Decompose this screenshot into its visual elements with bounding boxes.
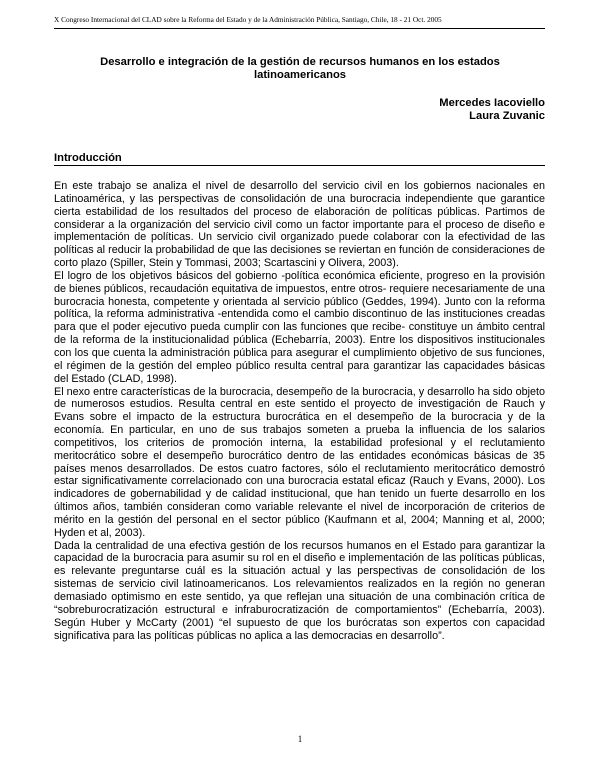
page-number: 1 (297, 734, 303, 744)
author-name: Mercedes Iacoviello (439, 97, 545, 109)
title-line-2: latinoamericanos (253, 69, 347, 81)
header-rule (54, 28, 545, 29)
paragraph: En este trabajo se analiza el nivel de desarrollo del servicio civil en los gobiernos nacionales en Latinoamérica, y las perspectivas de consolidación de una burocracia independiente que garantice cierta estabilidad de los resultados del proceso de elaboración de políticas públicas. Partimos de considerar a la organización del servicio civil como un factor importante para el proceso de diseño e implementación de políticas. Un servicio civil organizado puede colaborar con la efectividad de las políticas al reducir la probabilidad de que las decisiones se reviertan en función de consideraciones de corto plazo (Spiller, Stein y Tommasi, 2003; Scartascini y Olivera, 2003). (54, 180, 545, 270)
running-header: X Congreso Internacional del CLAD sobre la Reforma del Estado y de la Administración Pública, Santiago, Chile, 18 - 21 Oct. 2005 (54, 15, 442, 24)
authors (439, 97, 545, 123)
paragraph: El logro de los objetivos básicos del gobierno -política económica eficiente, progreso en la provisión de bienes públicos, recaudación equitativa de impuestos, entre otros- requiere necesariamente de una burocracia honesta, competente y orientada al servicio público (Geddes, 1994). Junto con la reforma política, la reforma administrativa -entendida como el cambio discontinuo de las instituciones creadas para que el poder ejecutivo pueda cumplir con las funciones que recibe- constituye un ámbito central de la reforma de la institucionalidad pública (Echebarría, 2003). Entre los dispositivos institucionales con los que cuenta la administración pública para asegurar el cumplimiento objetivo de sus funciones, el régimen de la gestión del empleo público resulta central para garantizar las capacidades básicas del Estado (CLAD, 1998). (54, 269, 545, 385)
body-text (54, 180, 545, 642)
title-line-1: Desarrollo e integración de la gestión de recursos humanos en los estados (100, 56, 500, 68)
author-name: Laura Zuvanic (469, 110, 545, 122)
paper-title (70, 56, 530, 82)
paragraph: El nexo entre características de la burocracia, desempeño de la burocracia, y desarrollo ha sido objeto de numerosos estudios. Resulta central en este sentido el proyecto de investigación de Rauch y Evans sobre el impacto de la estructura burocrática en el desempeño de la burocracia y de la economía. En particular, en uno de sus trabajos someten a prueba la influencia de los salarios competitivos, los criterios de promoción interna, la estabilidad profesional y el reclutamiento meritocrático sobre el desempeño burocrático dentro de las entidades económicas básicas de 35 países menos desarrollados. De estos cuatro factores, sólo el reclutamiento meritocrático demostró estar significativamente correlacionado con una burocracia estatal eficaz (Rauch y Evans, 2000). Los indicadores de gobernabilidad y de calidad institucional, que han tenido un fuerte desarrollo en los últimos años, también consideran como variable relevante el nivel de incorporación de criterios de mérito en la gestión del personal en el sector público (Kaufmann et al, 2004; Manning et al, 2000; Hyden et al, 2003). (54, 385, 545, 539)
section-rule (54, 165, 545, 166)
section-heading: Introducción (54, 152, 122, 164)
paragraph: Dada la centralidad de una efectiva gestión de los recursos humanos en el Estado para garantizar la capacidad de la burocracia para asumir su rol en el diseño e implementación de las políticas públicas, es relevante preguntarse cuál es la situación actual y las perspectivas de consolidación de los sistemas de servicio civil latinoamericanos. Los relevamientos realizados en la región no generan demasiado optimismo en este sentido, ya que reflejan una situación de una combinación crítica de “sobreburocratización estructural e infraburocratización de comportamientos” (Echebarría, 2003). Según Huber y McCarty (2001) “el supuesto de que los burócratas son expertos con capacidad significativa para las políticas públicas no aplica a las democracias en desarrollo”. (54, 539, 545, 642)
